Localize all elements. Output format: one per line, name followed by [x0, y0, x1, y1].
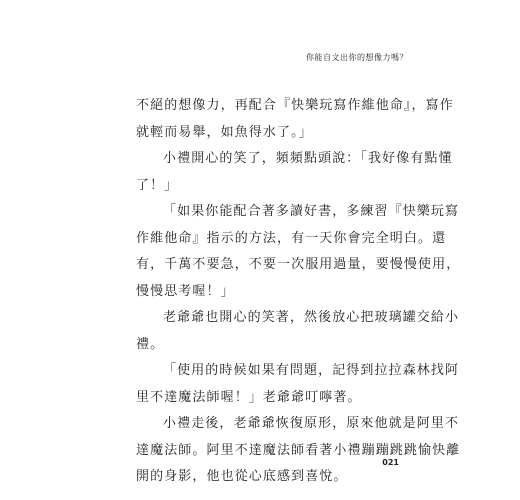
- text-line: 作維他命』指示的方法，有一天你會完全明白。還: [136, 230, 447, 246]
- text-line: 小禮走後，老爺爺恢復原形，原來他就是阿里不: [163, 416, 460, 431]
- text-line: 有，千萬不要急，不要一次服用過量，要慢慢使用，: [136, 257, 461, 272]
- running-header: 你能自文出你的想像力嗎？: [306, 53, 408, 62]
- page-number: 021: [382, 458, 399, 467]
- text-line: 慢慢思考喔！」: [136, 283, 235, 299]
- text-line: 就輕而易舉，如魚得水了。」: [136, 124, 313, 140]
- text-line: 禮。: [136, 336, 165, 352]
- text-line: 達魔法師。阿里不達魔法師看著小禮蹦蹦跳跳愉快離: [136, 442, 461, 458]
- text-line: 不絕的想像力，再配合『快樂玩寫作維他命』，寫作: [136, 98, 454, 113]
- text-line: 里不達魔法師喔！」老爺爺叮嚀著。: [136, 389, 362, 405]
- text-line: 老爺爺也開心的笑著，然後放心把玻璃罐交給小: [163, 310, 460, 325]
- text-line: 「如果你能配合著多讀好書，多練習『快樂玩寫: [163, 204, 460, 219]
- text-line: 了！」: [136, 177, 179, 193]
- text-line: 「使用的時候如果有問題，記得到拉拉森林找阿: [163, 363, 460, 378]
- text-line: 小禮開心的笑了，頻頻點頭說：「我好像有點懂: [163, 151, 453, 166]
- text-line: 開的身影，他也從心底感到喜悅。: [136, 469, 348, 484]
